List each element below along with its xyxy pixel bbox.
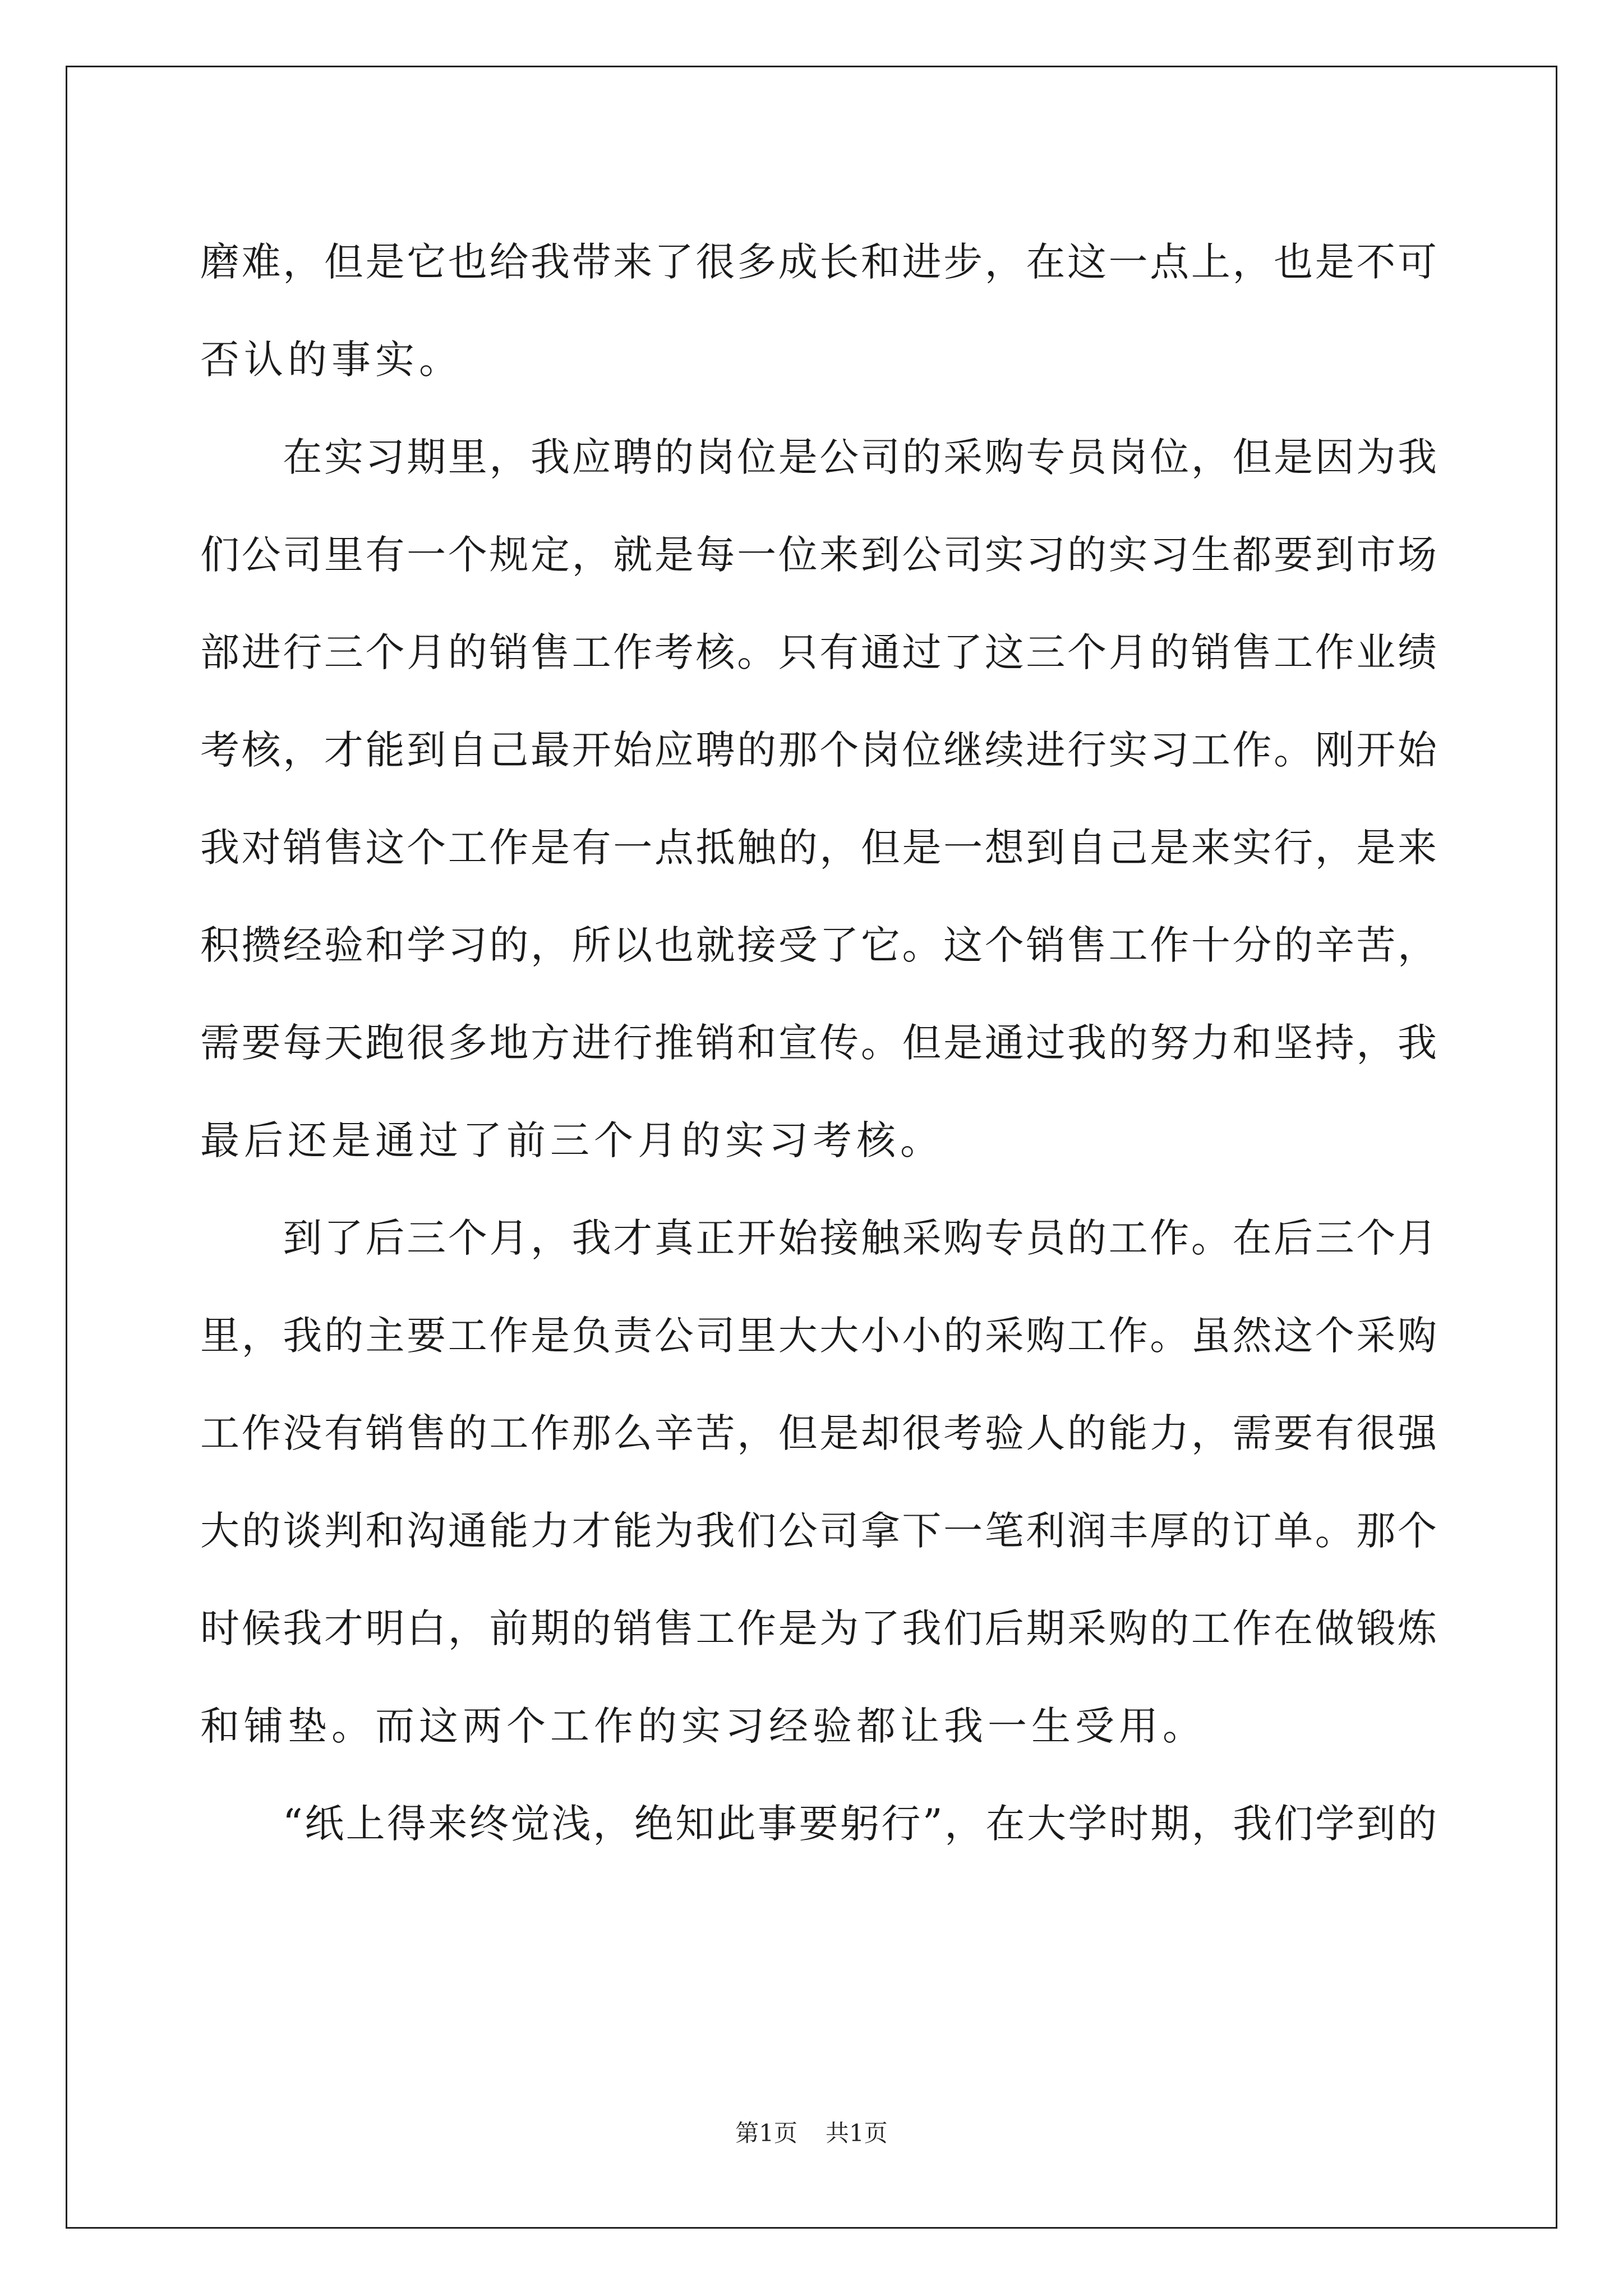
page-footer (0, 2115, 1623, 2148)
text-line: 需要每天跑很多地方进行推销和宣传。但是通过我的努力和坚持，我 (200, 1020, 1437, 1066)
text-line: 到了后三个月，我才真正开始接触采购专员的工作。在后三个月 (200, 1215, 1437, 1261)
text-line: 磨难，但是它也给我带来了很多成长和进步，在这一点上，也是不可 (200, 239, 1437, 285)
text-line: 我对销售这个工作是有一点抵触的，但是一想到自己是来实行，是来 (200, 825, 1437, 871)
text-line: “纸上得来终觉浅，绝知此事要躬行”，在大学时期，我们学到的 (200, 1801, 1437, 1847)
page-number: 第1页 (735, 2119, 797, 2147)
text-line: 和铺垫。而这两个工作的实习经验都让我一生受用。 (200, 1703, 1206, 1749)
text-line: 时候我才明白，前期的销售工作是为了我们后期采购的工作在做锻炼 (200, 1605, 1437, 1651)
page-count: 共1页 (826, 2119, 888, 2147)
text-line: 工作没有销售的工作那么辛苦，但是却很考验人的能力，需要有很强 (200, 1410, 1437, 1456)
text-line: 们公司里有一个规定，就是每一位来到公司实习的实习生都要到市场 (200, 532, 1437, 578)
text-line: 最后还是通过了前三个月的实习考核。 (200, 1117, 944, 1163)
text-line: 考核，才能到自己最开始应聘的那个岗位继续进行实习工作。刚开始 (200, 727, 1437, 773)
text-line: 积攒经验和学习的，所以也就接受了它。这个销售工作十分的辛苦， (200, 922, 1437, 968)
text-line: 大的谈判和沟通能力才能为我们公司拿下一笔利润丰厚的订单。那个 (200, 1508, 1437, 1554)
text-line: 里，我的主要工作是负责公司里大大小小的采购工作。虽然这个采购 (200, 1313, 1437, 1359)
text-line: 在实习期里，我应聘的岗位是公司的采购专员岗位，但是因为我 (200, 434, 1437, 480)
document-body (200, 213, 1437, 1872)
text-line: 否认的事实。 (200, 337, 463, 383)
text-line: 部进行三个月的销售工作考核。只有通过了这三个月的销售工作业绩 (200, 629, 1437, 675)
